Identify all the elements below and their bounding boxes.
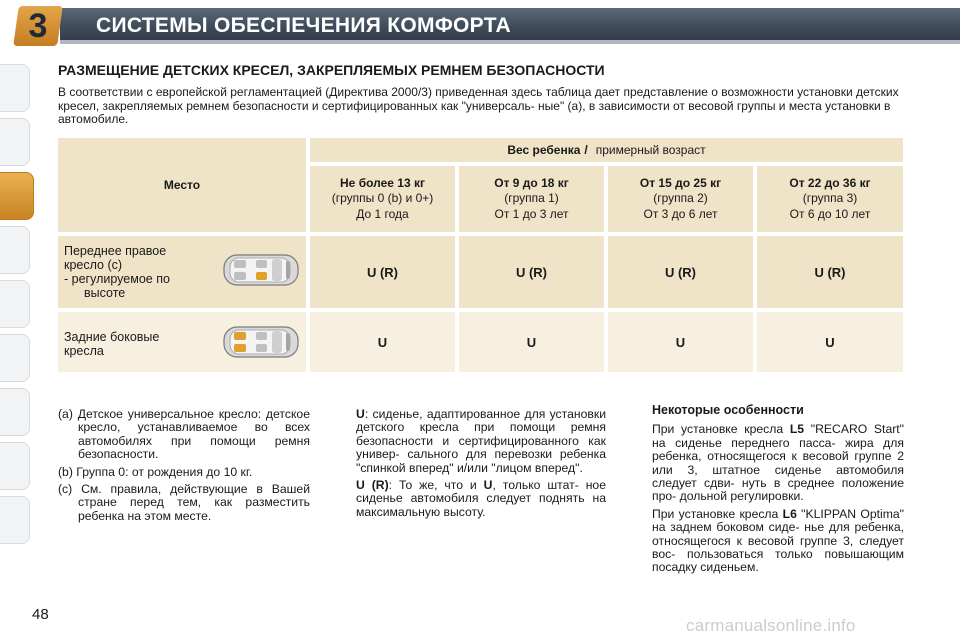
term-u-inline: U: [483, 478, 493, 493]
value-front-1: U (R): [459, 236, 604, 308]
header-band-shade: [60, 40, 960, 44]
side-tab-2[interactable]: [0, 118, 30, 166]
footnote-b: (b) Группа 0: от рождения до 10 кг.: [58, 464, 253, 479]
group-title: От 9 до 18 кг: [494, 176, 569, 190]
definition-ur-text-2: , только штат- ное сиденье автомобиля следует поднять на максимальную высоту.: [356, 478, 606, 519]
footnotes-column: [58, 408, 310, 527]
row-front-label: [64, 244, 170, 300]
group-line3: От 6 до 10 лет: [789, 207, 871, 221]
definition-ur: [356, 479, 606, 519]
definitions-column: [356, 408, 606, 523]
car-top-view-front-seat-icon: [222, 252, 300, 288]
row-label-line: высоте: [84, 286, 126, 300]
features-column: [652, 404, 904, 579]
weight-header-sep: /: [584, 143, 588, 157]
side-tab-5[interactable]: [0, 280, 30, 328]
row-label-line: Задние боковые: [64, 330, 160, 344]
page-header: [0, 0, 960, 48]
group-title: От 15 до 25 кг: [639, 176, 722, 190]
group-title: От 22 до 36 кг: [789, 176, 871, 190]
row-label-line: кресла: [64, 344, 104, 358]
definition-ur-text-1: : То же, что и: [388, 478, 484, 493]
value-rear-1: U: [459, 312, 604, 372]
car-top-view-rear-seat-icon: [222, 324, 300, 360]
side-tab-1[interactable]: [0, 64, 30, 112]
weight-header-rest: примерный возраст: [595, 143, 706, 157]
side-tab-6[interactable]: [0, 334, 30, 382]
group-header-1: [459, 166, 604, 232]
place-header: Место: [163, 178, 201, 192]
weight-header-bold: Вес ребенка: [507, 143, 581, 157]
group-line3: До 1 года: [356, 207, 409, 221]
side-tab-8[interactable]: [0, 442, 30, 490]
definition-u-text: : сиденье, адаптированное для установки детского кресла при помощи ремня безопасности и сертифицированного как универ- сального для перевозки ребенка "спинкой вперед" и/или "лицом вперед".: [356, 407, 606, 475]
intro-paragraph: В соответствии с европейской регламентацией (Директива 2000/3) приведенная здесь таблица дает представление о возможности установки детских кресел, закрепляемых ремнем безопасности и сертифицированных как "универсаль- ные" (a), в зависимости от весовой группы и места установки в автомобиле.: [58, 85, 899, 126]
group-line2: (группы 0 (b) и 0+): [331, 191, 434, 205]
feature-l5-code: L5: [789, 422, 805, 437]
group-header-2: [608, 166, 753, 232]
page-number: 48: [32, 606, 49, 623]
definition-u: [356, 408, 606, 475]
group-header-3: [757, 166, 903, 232]
place-header-cell: [58, 138, 306, 232]
group-title: Не более 13 кг: [340, 176, 425, 190]
feature-l5: [652, 423, 904, 503]
group-line2: (группа 3): [802, 191, 858, 205]
value-front-3: U (R): [757, 236, 903, 308]
group-header-0: [310, 166, 455, 232]
value-front-2: U (R): [608, 236, 753, 308]
child-seat-table: [58, 138, 903, 372]
group-line3: От 3 до 6 лет: [643, 207, 718, 221]
weight-header-cell: [310, 138, 903, 162]
group-line2: (группа 2): [653, 191, 708, 205]
chapter-side-tabs: [0, 64, 34, 584]
value-front-0: U (R): [310, 236, 455, 308]
feature-l5-text: "RECARO Start" на сиденье переднего пасса- жира для ребенка, относящегося к весовой группе 2 или 3, штатное сиденье автомобиля следует сдви- нуть в среднее положение про- дольной регулировки.: [652, 422, 904, 504]
side-tab-3-active[interactable]: [0, 172, 34, 220]
feature-l5-start: При установке кресла: [652, 422, 790, 437]
watermark: carmanualsonline.info: [686, 616, 856, 635]
feature-l6-start: При установке кресла: [652, 506, 783, 521]
row-label-line: - регулируемое по: [64, 272, 170, 286]
footnote-c: (c) См. правила, действующие в Вашей стране перед тем, как разместить ребенка на этом месте.: [58, 482, 310, 523]
side-tab-9[interactable]: [0, 496, 30, 544]
group-line2: (группа 1): [504, 191, 559, 205]
section-title: РАЗМЕЩЕНИЕ ДЕТСКИХ КРЕСЕЛ, ЗАКРЕПЛЯЕМЫХ РЕМНЕМ БЕЗОПАСНОСТИ: [58, 62, 605, 78]
chapter-number: 3: [28, 7, 48, 45]
row-rear-label: [64, 330, 159, 358]
side-tab-7[interactable]: [0, 388, 30, 436]
term-ur: U (R): [356, 478, 389, 493]
footnote-a: (a) Детское универсальное кресло: детское кресло, устанавливаемое во всех автомобилях при помощи ремня безопасности.: [58, 407, 310, 462]
feature-l6-text: "KLIPPAN Optima" на заднем боковом сиде- нье для ребенка, относящегося к весовой группе 3, следует вос- пользоваться только повышающим посадку сиденьем.: [652, 506, 904, 575]
value-rear-0: U: [310, 312, 455, 372]
value-rear-2: U: [608, 312, 753, 372]
value-rear-3: U: [757, 312, 903, 372]
chapter-title: СИСТЕМЫ ОБЕСПЕЧЕНИЯ КОМФОРТА: [96, 14, 511, 37]
row-label-line: Переднее правое: [64, 244, 167, 258]
feature-l6: [652, 508, 904, 575]
features-title: Некоторые особенности: [652, 403, 804, 417]
side-tab-4[interactable]: [0, 226, 30, 274]
group-line3: От 1 до 3 лет: [494, 207, 569, 221]
term-u: U: [356, 407, 365, 421]
row-label-line: кресло (c): [64, 258, 123, 272]
feature-l6-code: L6: [782, 506, 797, 521]
